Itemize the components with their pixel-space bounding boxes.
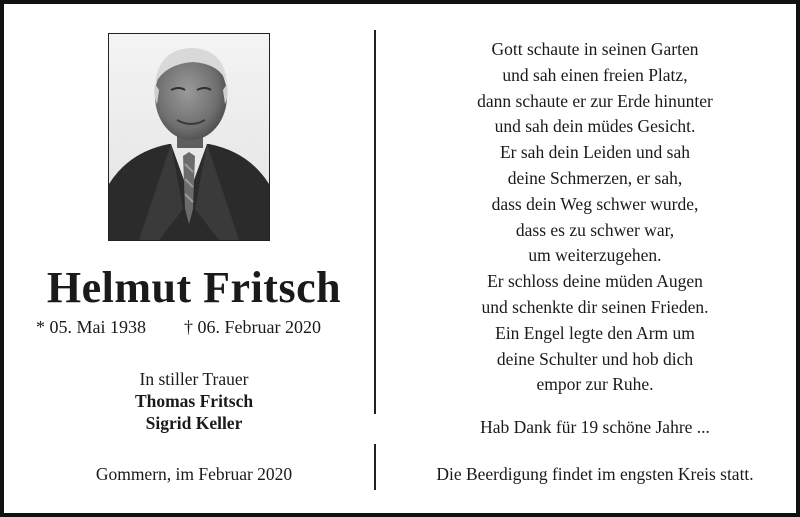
- poem-line: Ein Engel legte den Arm um: [495, 322, 695, 343]
- poem-line: und sah einen freien Platz,: [502, 64, 688, 85]
- poem-line: Er schloss deine müden Augen: [487, 271, 703, 292]
- poem-line: um weiterzugehen.: [528, 245, 662, 266]
- poem-line: dann schaute er zur Erde hinunter: [477, 90, 713, 111]
- mourner-name: Thomas Fritsch: [134, 391, 254, 411]
- column-divider: [374, 30, 376, 414]
- thanks-note: Hab Dank für 19 schöne Jahre ...: [480, 417, 710, 437]
- poem-line: Er sah dein Leiden und sah: [499, 142, 690, 163]
- poem-line: und schenkte dir seinen Frieden.: [481, 296, 709, 317]
- poem-line: empor zur Ruhe.: [536, 374, 654, 395]
- poem-line: deine Schmerzen, er sah,: [507, 167, 683, 188]
- mourning-intro: In stiller Trauer: [139, 369, 249, 389]
- birth-date: * 05. Mai 1938: [36, 317, 146, 337]
- funeral-note: Die Beerdigung findet im engsten Kreis statt.: [436, 464, 754, 484]
- column-divider-lower: [374, 444, 376, 490]
- place-and-date: Gommern, im Februar 2020: [95, 464, 293, 484]
- death-date: † 06. Februar 2020: [184, 317, 321, 337]
- mourner-name: Sigrid Keller: [145, 413, 243, 433]
- portrait-photo: [108, 33, 270, 241]
- poem-line: deine Schulter und hob dich: [496, 348, 694, 369]
- poem-line: Gott schaute in seinen Garten: [491, 39, 699, 59]
- mourners-block: [24, 368, 364, 434]
- deceased-name: Helmut Fritsch: [46, 263, 342, 312]
- poem-line: dass es zu schwer war,: [515, 219, 675, 240]
- poem: [390, 37, 800, 398]
- poem-line: dass dein Weg schwer wurde,: [491, 193, 699, 214]
- poem-line: und sah dein müdes Gesicht.: [494, 116, 696, 137]
- portrait-image: [109, 34, 269, 240]
